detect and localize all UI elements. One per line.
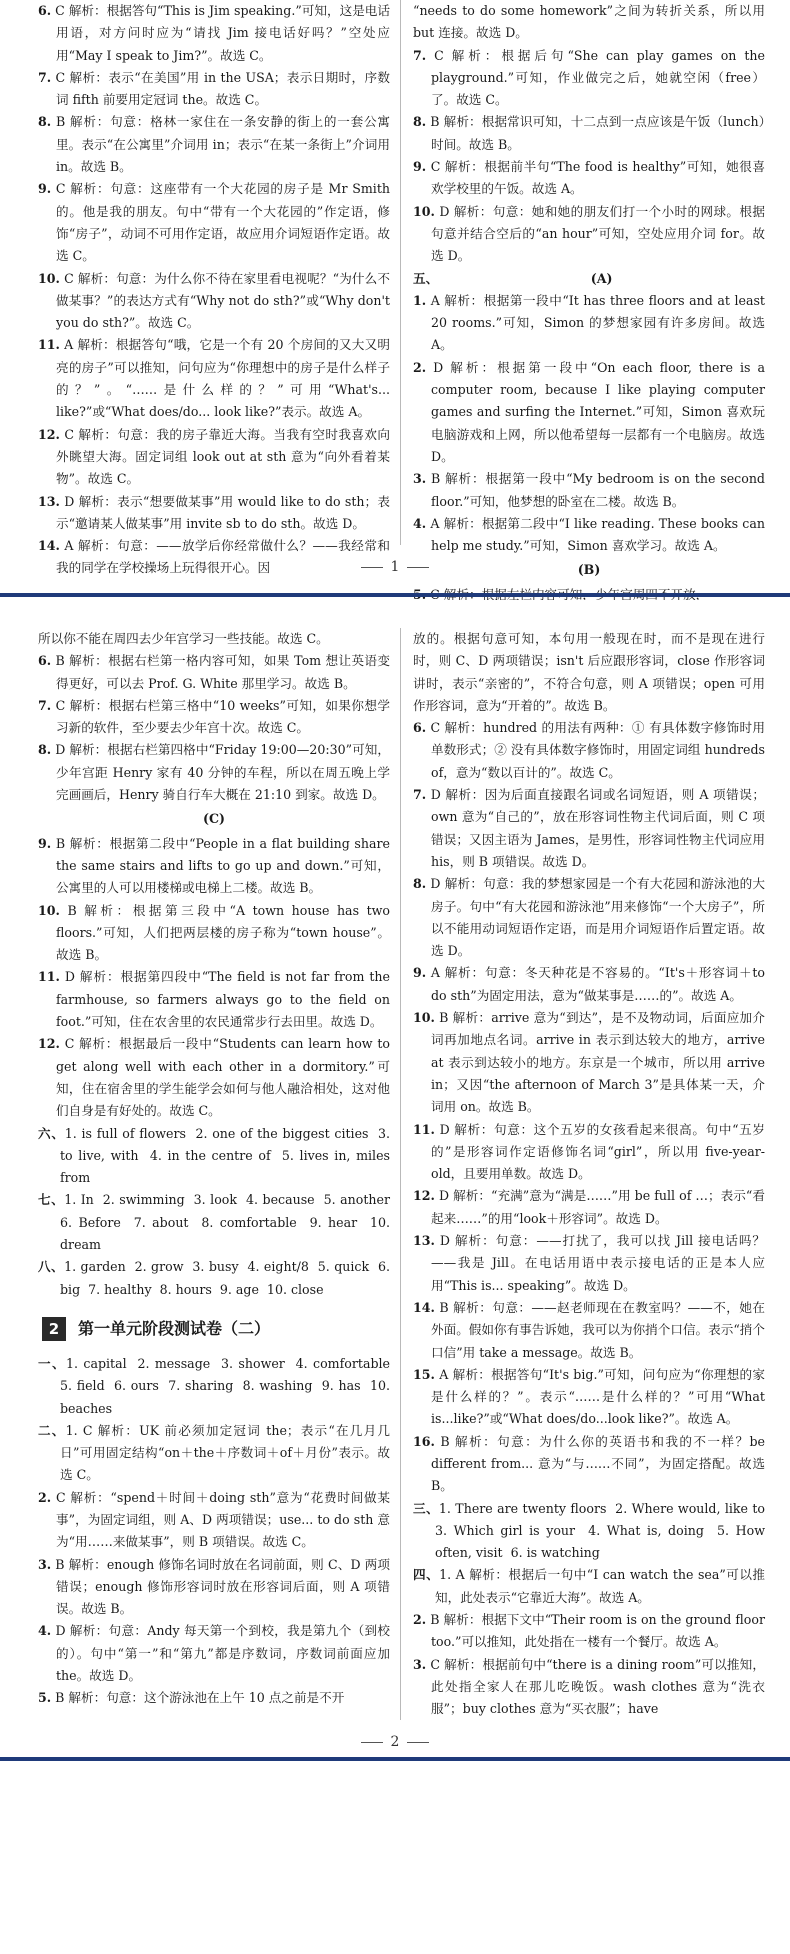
- answer-text: C 解析：根据最后一段中“Students can learn how to get along well with each other in a dormitory.”可知，住在宿舍里的学生能学会如何与他人融洽相处，这对他们自身是有好处的。故选 C。: [56, 1036, 390, 1119]
- answer-item: [413, 873, 765, 962]
- section-marker: 一、: [38, 1355, 66, 1371]
- page-1: [0, 0, 790, 585]
- answer-text: D 解析：根据右栏第四格中“Friday 19:00—20:30”可知，少年宫距 Henry 家有 40 分钟的车程，所以在周五晚上学完画画后，Henry 骑自行车大概在 21:10 到家。故选 D。: [55, 742, 390, 803]
- answer-item: [413, 1185, 765, 1230]
- answer-text: B 解析：句意：为什么你的英语书和我的不一样？be different from... 意为“与……不同”，为固定搭配。故选 B。: [431, 1433, 765, 1494]
- answer-text: D 解析：因为后面直接跟名词或名词短语，则 A 项错误；own 意为“自己的”，放在形容词性物主代词后面，则 C 项错误；又因主语为 James，是男性，形容词性物主代词应用 his，则 B 项错误。故选 D。: [430, 787, 765, 869]
- answer-number: 12.: [413, 1188, 435, 1204]
- answer-text: B 解析：句意：格林一家住在一条安静的街上的一套公寓里。表示“在公寓里”介词用 in；表示“在某一条街上”介词用 in。故选 B。: [55, 114, 390, 175]
- answer-number: 13.: [38, 493, 60, 509]
- answer-text: B 解析：enough 修饰名词时放在名词前面，则 C、D 两项错误；enough 修饰形容词时放在形容词后面，则 A 项错误。故选 B。: [55, 1556, 390, 1617]
- answer-text: D 解析：根据第四段中“The field is not far from the farmhouse, so farmers always go to the field on foot.”可知，住在农舍里的农民通常步行去田里。故选 D。: [56, 969, 390, 1030]
- answer-number: 2.: [413, 359, 427, 375]
- answer-number: 7.: [413, 787, 427, 803]
- fill-answers: [38, 1420, 390, 1487]
- section-marker: 二、: [38, 1422, 66, 1438]
- section-marker: 八、: [38, 1259, 65, 1275]
- answer-text: C 解析：根据后句“She can play games on the playground.”可知，作业做完之后，她就空闲（free）了。故选 C。: [431, 47, 765, 108]
- answer-text: B 解析：arrive 意为“到达”，是不及物动词，后面应加介词再加地点名词。arrive in 表示到达较大的地方，arrive at 表示到达较小的地方。东京是一个城市，所以用 arrive in；又因“the afternoon of March 3”是具体某一天，介词用 on。故选 B。: [431, 1010, 765, 1115]
- answer-number: 2.: [413, 1612, 427, 1628]
- answer-number: 3.: [413, 471, 427, 487]
- answer-number: 3.: [38, 1556, 52, 1572]
- fill-answers: [413, 1564, 765, 1609]
- answer-item: [413, 290, 765, 357]
- section-marker: 七、: [38, 1192, 65, 1208]
- answer-item: [413, 1119, 765, 1186]
- answer-text: A 解析：句意：冬天种花是不容易的。“It's＋形容词＋to do sth”为固定用法，意为“做某事是……的”。故选 A。: [430, 965, 765, 1003]
- answer-number: 12.: [38, 1036, 60, 1052]
- answer-number: 11.: [38, 969, 60, 985]
- answer-item: [38, 178, 390, 267]
- fill-answers-text: 1. capital 2. message 3. shower 4. comfortable 5. field 6. ours 7. sharing 8. washing 9. has 10. beaches: [60, 1355, 399, 1416]
- answer-text: “needs to do some homework”之间为转折关系，所以用 but 连接。故选 D。: [413, 3, 765, 41]
- answer-number: 8.: [38, 114, 52, 130]
- answer-text: A 解析：根据答句“哦，它是一个有 20 个房间的又大又明亮的房子”可以推知，问句应为“你理想中的房子是什么样子的？”。“……是什么样的？”可用“What's... like?”或“What does/do... look like?”表示。故选 A。: [56, 337, 390, 420]
- answer-text: C 解析：根据前半句“The food is healthy”可知，她很喜欢学校里的午饭。故选 A。: [430, 159, 765, 197]
- page-1-right-column: [400, 0, 765, 578]
- page-number-value: 1: [390, 559, 400, 575]
- answer-item: [38, 833, 390, 900]
- answer-item: [413, 962, 765, 1007]
- answer-item: [38, 695, 390, 740]
- answer-text: C 解析：句意：为什么你不待在家里看电视呢？“为什么不做某事？”的表达方式有“Why not do sth?”或“Why don't you do sth?”。故选 C。: [56, 270, 390, 331]
- answer-item: [38, 334, 390, 423]
- answer-number: 12.: [38, 426, 60, 442]
- answer-text: D 解析：句意：她和她的朋友们打一个小时的网球。根据句意并结合空后的“an hour”可知，空处应用介词 for。故选 D。: [431, 203, 765, 264]
- answer-number: 4.: [413, 515, 427, 531]
- page-divider: [0, 1757, 790, 1761]
- answer-text: A 解析：根据第二段中“I like reading. These books can help me study.”可知，Simon 喜欢学习。故选 A。: [430, 515, 765, 554]
- page-1-left-column: [38, 0, 400, 576]
- answer-item: [413, 201, 765, 268]
- answer-item: [413, 717, 765, 784]
- answer-text: D 解析：句意：我的梦想家园是一个有大花园和游泳池的大房子。句中“有大花园和游泳池”用来修饰“一个大房子”，所以不能用动词短语作定语，而是用介词短语作后置定语。故选 D。: [430, 876, 765, 959]
- answer-text: D 解析：句意：——打扰了，我可以找 Jill 接电话吗？——我是 Jill。在电话用语中表示接电话的正是本人应用“This is... speaking”。故选 D。: [431, 1233, 765, 1293]
- answer-text: A 解析：句意：——放学后你经常做什么？——我经常和我的同学在学校操场上玩得很开心。因: [56, 538, 390, 576]
- answer-continuation: [413, 628, 765, 717]
- page-2-right-column: [400, 628, 774, 1720]
- answer-item: [38, 650, 390, 695]
- answer-text: C 解析：根据前句中“there is a dining room”可以推知，此处指全家人在那儿吃晚饭。wash clothes 意为“洗衣服”；buy clothes 意为“买衣服”；have: [430, 1656, 765, 1717]
- answer-item: [38, 111, 390, 178]
- answer-number: 4.: [38, 1623, 52, 1639]
- answer-continuation: [413, 0, 765, 45]
- answer-number: 10.: [38, 270, 60, 286]
- answer-item: [413, 1364, 765, 1431]
- answer-text: 放的。根据句意可知，本句用一般现在时，而不是现在进行时，则 C、D 两项错误；isn't 后应跟形容词，close 作形容词讲时，表示“亲密的”，不符合句意，则 A 项错误；open 可用作形容词，意为“开着的”。故选 B。: [413, 631, 765, 713]
- section-marker: 四、: [413, 1567, 440, 1583]
- answer-number: 9.: [38, 181, 52, 197]
- section-title: [42, 1317, 390, 1341]
- answer-number: 7.: [413, 47, 427, 63]
- answer-text: C 解析：hundred 的用法有两种：① 有具体数字修饰时用单数形式；② 没有具体数字修饰时，用固定词组 hundreds of，意为“数以百计的”。故选 C。: [430, 720, 765, 780]
- answer-text: B 解析：根据第三段中“A town house has two floors.”可知，人们把两层楼的房子称为“town house”。故选 B。: [56, 902, 391, 963]
- answer-item: [413, 468, 765, 513]
- answer-text: D 解析：句意：这个五岁的女孩看起来很高。句中“五岁的”是形容词作定语修饰名词“girl”，所以用 five-year-old，且要用单数。故选 D。: [431, 1121, 765, 1182]
- answer-item: [413, 784, 765, 873]
- fill-answers: [38, 1189, 399, 1256]
- answer-item: [38, 1033, 390, 1122]
- answer-number: 8.: [38, 742, 52, 758]
- answer-item: [38, 966, 390, 1033]
- page-divider: [0, 593, 790, 597]
- fill-answers: [38, 1123, 395, 1190]
- answer-text: C 解析：句意：这座带有一个大花园的房子是 Mr Smith 的。他是我的朋友。句中“带有一个大花园的”作定语，修饰“房子”，动词不可用作定语，故应用介词短语作定语。故选 C。: [55, 181, 390, 264]
- answer-item: [38, 739, 390, 806]
- page-2-columns: [38, 628, 772, 1720]
- answer-item: [413, 1609, 765, 1654]
- answer-number: 7.: [38, 69, 52, 85]
- answer-text: B 解析：根据常识可知，十二点到一点应该是午饭（lunch）时间。故选 B。: [430, 114, 765, 152]
- answer-text: B 解析：句意：——赵老师现在在教室吗？——不，她在外面。假如你有事告诉她，我可以为你捎个口信。表示“捎个口信”用 take a message。故选 B。: [431, 1299, 765, 1360]
- answer-number: 9.: [38, 835, 52, 851]
- answer-text: B 解析：根据第二段中“People in a flat building share the same stairs and lifts to go up and down.”可知，公寓里的人可以用楼梯或电梯上二楼。故选 B。: [55, 835, 390, 896]
- fill-answers: [38, 1353, 399, 1420]
- section-marker: 五、: [413, 270, 439, 286]
- answer-number: 3.: [413, 1656, 427, 1672]
- answer-text: B 解析：句意：这个游泳池在上午 10 点之前是不开: [55, 1690, 345, 1706]
- fill-answers: [413, 1498, 774, 1565]
- answer-item: [38, 900, 390, 967]
- answer-number: 6.: [413, 720, 427, 736]
- page-number-value: 2: [390, 1734, 400, 1750]
- section-title-text: 第一单元阶段测试卷（二）: [78, 1318, 271, 1338]
- answer-item: [413, 357, 765, 468]
- answer-number: 15.: [413, 1366, 435, 1382]
- answer-text: C 解析：“spend＋时间＋doing sth”意为“花费时间做某事”，为固定词组，则 A、D 两项错误；use... to do sth 意为“用……来做某事”，则 B 项错误。故选 C。: [55, 1489, 390, 1550]
- fill-answers-text: 1. garden 2. grow 3. busy 4. eight/8 5. quick 6. big 7. healthy 8. hours 9. age 10. close: [60, 1259, 395, 1297]
- page-2-left-column: [38, 628, 400, 1720]
- answer-number: 11.: [38, 337, 60, 353]
- answer-text: B 解析：根据右栏第一格内容可知，如果 Tom 想让英语变得更好，可以去 Prof. G. White 那里学习。故选 B。: [55, 653, 390, 691]
- page-number: [0, 1734, 790, 1750]
- answer-text: D 解析：“充满”意为“满是……”用 be full of …；表示“看起来……”的用“look＋形容词”。故选 D。: [431, 1188, 766, 1226]
- answer-number: 8.: [413, 114, 427, 130]
- page-2: [0, 600, 790, 1760]
- answer-number: 2.: [38, 1489, 52, 1505]
- answer-number: 1.: [413, 292, 427, 308]
- answer-text: B 解析：根据下文中“Their room is on the ground floor too.”可以推知，此处指在一楼有一个餐厅。故选 A。: [430, 1612, 765, 1650]
- answer-text: D 解析：根据第一段中“On each floor, there is a computer room, because I like playing computer games and surfing the Internet.”可知，Simon 喜欢玩电脑游戏和上网，所以他希望每一层都有一个电脑房。故选 D。: [431, 359, 765, 464]
- section-five-header: [413, 268, 765, 290]
- answer-number: 14.: [38, 538, 60, 554]
- section-marker: 六、: [38, 1125, 65, 1141]
- fill-answers-text: 1. is full of flowers 2. one of the biggest cities 3. to live, with 4. in the centre of 5. lives in, miles from: [60, 1125, 395, 1186]
- answer-item: [413, 156, 765, 201]
- answer-number: 10.: [38, 902, 60, 918]
- answer-text: D 解析：句意：Andy 每天第一个到校，我是第九个（到校的）。句中“第一”和“第九”都是序数词，序数词前面应加 the。故选 D。: [55, 1623, 390, 1684]
- answer-text: C 解析：根据答句“This is Jim speaking.”可知，这是电话用语，对方问时应为“请找 Jim 接电话好吗？”空处应用“May I speak to Jim?”。故选 C。: [55, 3, 390, 63]
- answer-number: 10.: [413, 203, 435, 219]
- answer-text: D 解析：表示“想要做某事”用 would like to do sth；表示“邀请某人做某事”用 invite sb to do sth。故选 D。: [56, 493, 390, 531]
- answer-item: [413, 111, 765, 156]
- page-number: [0, 559, 790, 575]
- answer-text: A 解析：根据第一段中“It has three floors and at least 20 rooms.”可知，Simon 的梦想家园有许多房间。故选 A。: [430, 292, 765, 353]
- section-number-box: 2: [42, 1317, 66, 1341]
- answer-number: 9.: [413, 965, 427, 981]
- answer-number: 7.: [38, 697, 52, 713]
- answer-text: B 解析：根据第一段中“My bedroom is on the second floor.”可知，他梦想的卧室在二楼。故选 B。: [431, 471, 765, 509]
- answer-number: 16.: [413, 1433, 435, 1449]
- answer-number: 9.: [413, 159, 427, 175]
- answer-number: 6.: [38, 3, 52, 18]
- answer-item: [38, 0, 390, 67]
- answer-text: C 解析：句意：我的房子靠近大海。当我有空时我喜欢向外眺望大海。固定词组 look out at sth 意为“向外看着某物”。故选 C。: [56, 426, 390, 487]
- answer-item: [38, 491, 390, 536]
- fill-answers: [38, 1256, 395, 1301]
- answer-continuation: [38, 628, 390, 650]
- answer-number: 14.: [413, 1299, 435, 1315]
- fill-answers-text: 1. A 解析：根据后一句中“I can watch the sea”可以推知，此处表示“它靠近大海”。故选 A。: [435, 1567, 766, 1605]
- passage-b-heading: (B): [577, 562, 601, 578]
- fill-answers-text: 1. In 2. swimming 3. look 4. because 5. another 6. Before 7. about 8. comfortable 9. hear 10. dream: [60, 1192, 399, 1253]
- answer-item: [413, 1230, 765, 1297]
- answer-item: [38, 1487, 390, 1554]
- answer-text: C 解析：表示“在美国”用 in the USA；表示日期时，序数词 fifth 前要用定冠词 the。故选 C。: [55, 69, 390, 108]
- answer-item: [413, 1297, 765, 1364]
- answer-item: [38, 1554, 390, 1621]
- answer-text: A 解析：根据答句“It's big.”可知，问句应为“你理想的家是什么样的？”。表示“……是什么样的？”可用“What is...like?”或“What does/do...look like?”。故选 A。: [431, 1366, 765, 1427]
- answer-item: [38, 1620, 390, 1687]
- answer-item: [38, 67, 390, 112]
- section-marker: 三、: [413, 1500, 439, 1516]
- passage-c-heading: (C): [203, 811, 225, 827]
- answer-item: [38, 1687, 390, 1709]
- answer-number: 6.: [38, 653, 52, 669]
- answer-number: 10.: [413, 1010, 435, 1026]
- page-1-columns: [38, 0, 772, 578]
- answer-number: 11.: [413, 1121, 435, 1137]
- passage-a-heading: (A): [590, 270, 613, 286]
- answer-item: [413, 1654, 765, 1721]
- fill-answers-text: 1. There are twenty floors 2. Where would, like to 3. Which girl is your 4. What is, doing 5. How often, visit 6. is watching: [435, 1500, 774, 1561]
- answer-item: [413, 45, 765, 112]
- answer-number: 5.: [38, 1690, 52, 1706]
- answer-text: C 解析：根据右栏第三格中“10 weeks”可知，如果你想学习新的软件，至少要去少年宫十次。故选 C。: [55, 697, 390, 736]
- answer-item: [38, 424, 390, 491]
- answer-number: 13.: [413, 1233, 435, 1249]
- answer-item: [413, 513, 765, 558]
- fill-answers-text: 1. C 解析：UK 前必须加定冠词 the；表示“在几月几日”可用固定结构“on＋the＋序数词＋of＋月份”表示。故选 C。: [60, 1422, 391, 1483]
- answer-item: [413, 1431, 765, 1498]
- answer-number: 8.: [413, 876, 427, 892]
- answer-text: 所以你不能在周四去少年宫学习一些技能。故选 C。: [38, 631, 329, 646]
- answer-item: [38, 268, 390, 335]
- answer-item: [413, 1007, 765, 1118]
